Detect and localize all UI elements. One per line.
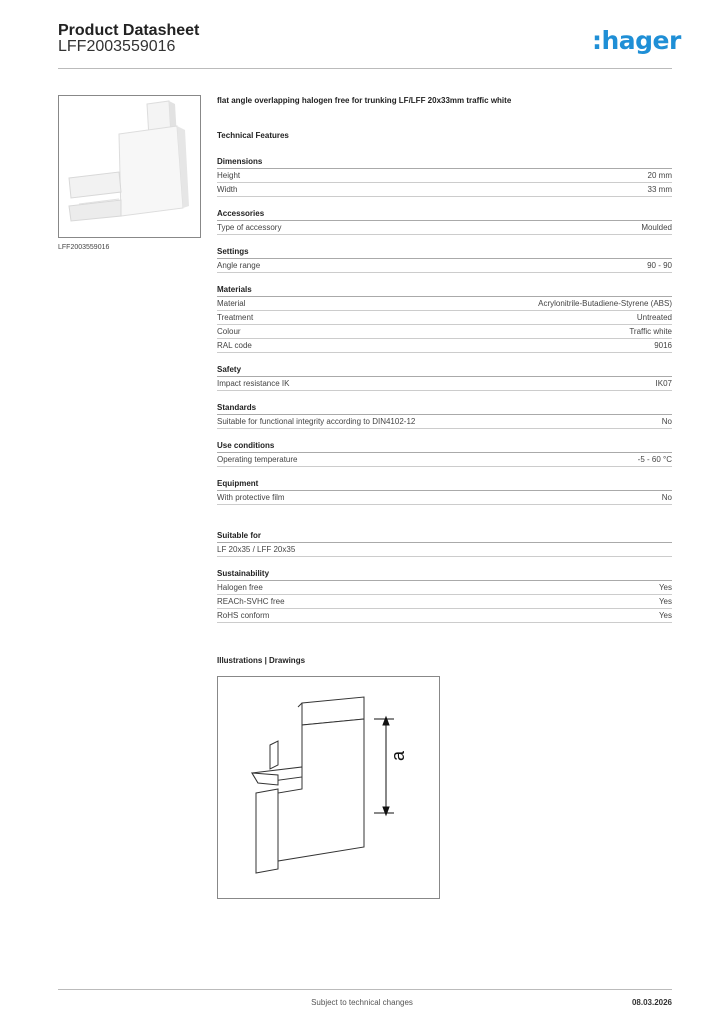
section-title: Dimensions (217, 156, 672, 169)
row-value: No (661, 417, 672, 426)
section-title: Equipment (217, 478, 672, 491)
section-equipment (217, 478, 672, 505)
row-value: 33 mm (647, 185, 672, 194)
table-row (217, 581, 672, 595)
row-label: REACh-SVHC free (217, 597, 285, 606)
section-title: Sustainability (217, 568, 672, 581)
top-divider (58, 68, 672, 69)
row-label: LF 20x35 / LFF 20x35 (217, 545, 296, 554)
row-value: Yes (658, 611, 672, 620)
row-value: Acrylonitrile-Butadiene-Styrene (ABS) (538, 299, 672, 308)
row-label: Angle range (217, 261, 261, 270)
row-label: Suitable for functional integrity according to DIN4102-12 (217, 417, 416, 426)
section-settings (217, 246, 672, 273)
table-row (217, 609, 672, 623)
table-row (217, 221, 672, 235)
row-value: Moulded (641, 223, 672, 232)
row-label: Width (217, 185, 238, 194)
row-value: 20 mm (647, 171, 672, 180)
section-suitable-for (217, 530, 672, 557)
row-value: 90 - 90 (647, 261, 672, 270)
table-row (217, 491, 672, 505)
product-description: flat angle overlapping halogen free for trunking LF/LFF 20x33mm traffic white (217, 96, 512, 105)
footer-note: Subject to technical changes (311, 998, 413, 1007)
row-label: With protective film (217, 493, 285, 502)
section-title: Standards (217, 402, 672, 415)
section-title: Accessories (217, 208, 672, 221)
row-label: Colour (217, 327, 241, 336)
footer-date: 08.03.2026 (631, 998, 672, 1007)
row-label: Height (217, 171, 241, 180)
row-label: Type of accessory (217, 223, 282, 232)
row-value: Untreated (636, 313, 672, 322)
page-title: Product Datasheet (58, 22, 200, 39)
table-row (217, 259, 672, 273)
table-row (217, 325, 672, 339)
technical-features-title: Technical Features (217, 131, 289, 140)
section-dimensions (217, 156, 672, 197)
technical-drawing (217, 676, 440, 899)
row-label: Halogen free (217, 583, 263, 592)
table-row (217, 453, 672, 467)
section-sustainability (217, 568, 672, 623)
row-value: Traffic white (629, 327, 672, 336)
technical-content (217, 96, 672, 634)
table-row (217, 297, 672, 311)
hager-logo: :hager (592, 26, 681, 55)
table-row (217, 543, 672, 557)
section-standards (217, 402, 672, 429)
technical-drawing-icon (218, 677, 439, 898)
row-value: Yes (658, 583, 672, 592)
row-label: RoHS conform (217, 611, 270, 620)
section-safety (217, 364, 672, 391)
product-photo (58, 95, 201, 238)
table-row (217, 311, 672, 325)
illustrations-title: Illustrations | Drawings (217, 656, 306, 665)
row-label: RAL code (217, 341, 252, 350)
row-value: No (661, 493, 672, 502)
table-row (217, 183, 672, 197)
product-photo-caption: LFF2003559016 (58, 244, 110, 251)
table-row (217, 339, 672, 353)
section-title: Use conditions (217, 440, 672, 453)
row-value: 9016 (654, 341, 672, 350)
dimension-label: a (388, 750, 408, 761)
section-title: Materials (217, 284, 672, 297)
section-title: Safety (217, 364, 672, 377)
section-title: Settings (217, 246, 672, 259)
section-accessories (217, 208, 672, 235)
row-label: Operating temperature (217, 455, 298, 464)
product-photo-icon (59, 96, 200, 237)
table-row (217, 415, 672, 429)
section-title: Suitable for (217, 530, 672, 543)
table-row (217, 595, 672, 609)
row-value: Yes (658, 597, 672, 606)
row-value: IK07 (655, 379, 672, 388)
section-use-conditions (217, 440, 672, 467)
row-label: Impact resistance IK (217, 379, 290, 388)
bottom-divider (58, 989, 672, 990)
table-row (217, 377, 672, 391)
row-label: Treatment (217, 313, 254, 322)
section-materials (217, 284, 672, 353)
table-row (217, 169, 672, 183)
row-value: -5 - 60 °C (637, 455, 672, 464)
product-reference: LFF2003559016 (58, 38, 176, 55)
row-label: Material (217, 299, 246, 308)
